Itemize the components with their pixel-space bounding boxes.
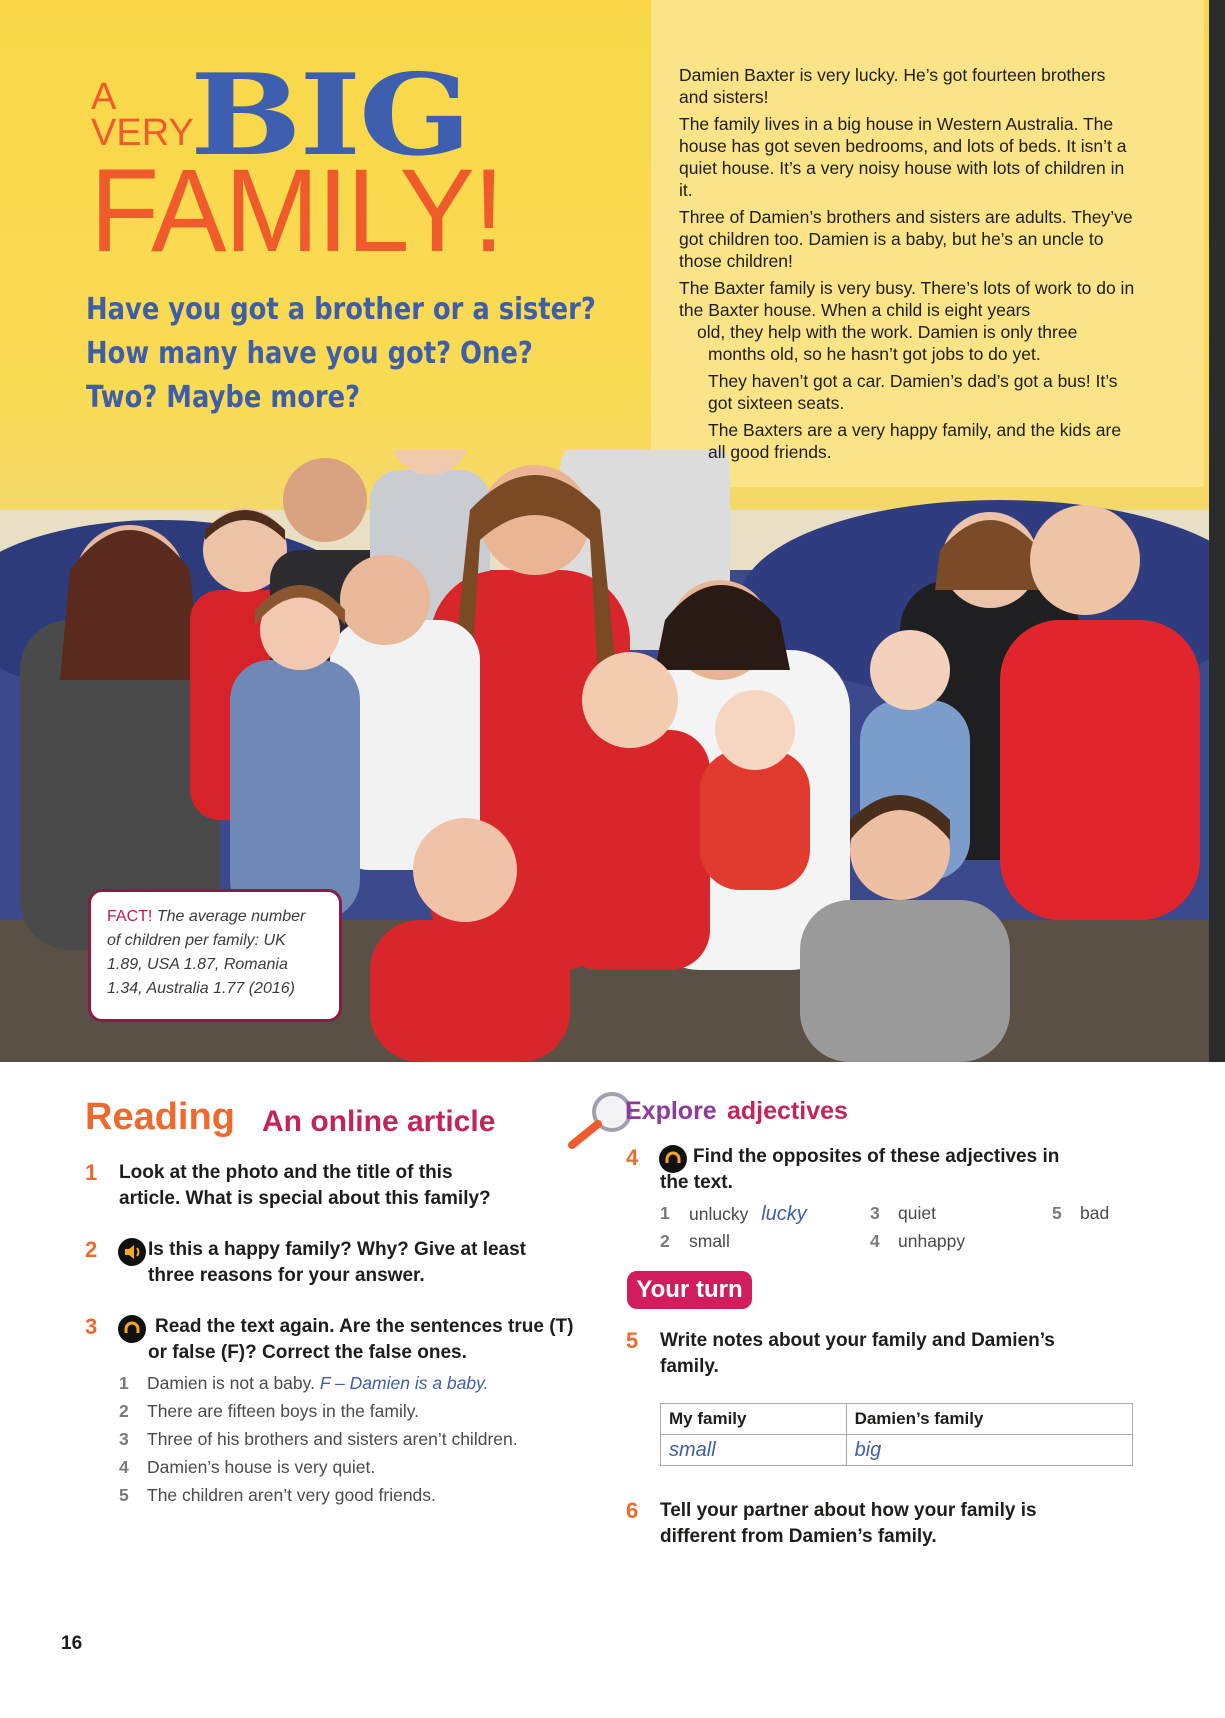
exercise-number: 6 — [626, 1498, 639, 1523]
statement-3: Three of his brothers and sisters aren’t children. — [147, 1429, 518, 1449]
adjective-item: small — [689, 1231, 730, 1251]
adjective-word: unlucky — [689, 1204, 749, 1224]
exercise-2-line: Is this a happy family? Why? Give at least three reasons for your answer. — [148, 1239, 526, 1286]
article-paragraph: old, they help with the work. Damien is only three — [697, 322, 1078, 342]
fact-label: FACT! — [107, 908, 153, 925]
exercise-1-text: Look at the photo and the title of this article. What is special about this family? — [119, 1162, 491, 1209]
statement-answer: F – Damien is a baby. — [319, 1373, 489, 1393]
adjective-number: 2 — [660, 1231, 670, 1251]
statement-2: There are fifteen boys in the family. — [147, 1401, 420, 1421]
article-paragraph: Three of Damien’s brothers and sisters are adults. They’ve got children too. Damien is a baby, but he’s an uncle to those children! — [679, 207, 1133, 271]
adjective-item: quiet — [898, 1203, 936, 1223]
intro-questions — [86, 288, 596, 420]
intro-question: Have you got a brother or a sister? — [86, 292, 596, 327]
intro-question: Two? Maybe more? — [86, 380, 361, 415]
article-paragraph: The Baxters are a very happy family, and the kids are all good friends. — [708, 420, 1122, 462]
exercise-number: 4 — [626, 1145, 639, 1170]
headphones-icon[interactable] — [118, 1315, 146, 1343]
notes-table — [660, 1403, 1133, 1466]
statement-number: 4 — [119, 1457, 129, 1477]
adjective-item: unhappy — [898, 1231, 966, 1251]
exercise-number: 1 — [85, 1160, 98, 1185]
statement-1 — [147, 1373, 488, 1394]
article-paragraph: months old, so he hasn’t got jobs to do yet. — [708, 344, 1041, 364]
exercise-4-text: Find the opposites of these adjectives in the text. — [660, 1146, 1060, 1193]
statement-4: Damien’s house is very quiet. — [147, 1457, 376, 1477]
exercise-number: 2 — [85, 1237, 98, 1262]
article-body — [679, 64, 1139, 468]
title-very: VERY — [91, 112, 194, 154]
title-big: BIG — [190, 50, 470, 181]
exercise-5-text: Write notes about your family and Damien’s family. — [660, 1330, 1055, 1377]
adjective-number: 3 — [870, 1203, 880, 1223]
reading-subheading: An online article — [262, 1105, 496, 1138]
table-cell[interactable]: big — [846, 1435, 1132, 1466]
table-header: My family — [661, 1404, 847, 1435]
page-number: 16 — [61, 1633, 83, 1654]
fact-text: The average number of children per family: UK 1.89, USA 1.87, Romania 1.34, Australia 1.77 (2016) — [107, 908, 306, 997]
page-edge — [1209, 0, 1225, 1062]
exercise-6-text: Tell your partner about how your family is different from Damien’s family. — [660, 1500, 1037, 1547]
exercise-number: 3 — [85, 1314, 98, 1339]
adjective-answer: lucky — [761, 1203, 807, 1225]
statement-5: The children aren’t very good friends. — [147, 1485, 436, 1505]
adjective-item: bad — [1080, 1203, 1110, 1223]
your-turn-badge: Your turn — [627, 1271, 752, 1309]
exercise-number: 5 — [626, 1328, 639, 1353]
intro-question: How many have you got? One? — [86, 336, 533, 371]
exercise-3-text: Read the text again. Are the sentences true (T) or false (F)? Correct the false ones. — [148, 1316, 574, 1363]
fact-box — [88, 889, 342, 1022]
statement-text: Damien is not a baby. — [147, 1373, 315, 1393]
adjective-number: 5 — [1052, 1203, 1062, 1223]
article-paragraph: The Baxter family is very busy. There’s lots of work to do in the Baxter house. When a child is eight years — [679, 278, 1135, 320]
person-baby — [700, 690, 810, 890]
statement-number: 2 — [119, 1401, 129, 1421]
adjective-number: 1 — [660, 1203, 670, 1223]
adjectives-word: adjectives — [727, 1097, 848, 1125]
title-family: FAMILY! — [90, 145, 503, 277]
table-cell[interactable]: small — [661, 1435, 847, 1466]
adjective-item — [689, 1203, 807, 1226]
speaker-icon[interactable] — [118, 1238, 146, 1266]
statement-number: 1 — [119, 1373, 129, 1393]
statement-number: 3 — [119, 1429, 129, 1449]
article-paragraph: Damien Baxter is very lucky. He’s got fourteen brothers and sisters! — [679, 65, 1106, 107]
article-paragraph: The family lives in a big house in Western Australia. The house has got seven bedrooms, and lots of beds. It isn’t a quiet house. It’s a very noisy house with lots of children in it. — [679, 114, 1127, 200]
adjective-number: 4 — [870, 1231, 880, 1251]
title-a: A — [91, 76, 117, 118]
exercise-2-text — [148, 1237, 548, 1289]
reading-heading: Reading — [85, 1096, 235, 1138]
explore-word: Explore — [625, 1097, 717, 1125]
statement-number: 5 — [119, 1485, 129, 1505]
article-paragraph: They haven’t got a car. Damien’s dad’s got a bus! It’s got sixteen seats. — [708, 371, 1118, 413]
table-header: Damien’s family — [846, 1404, 1132, 1435]
